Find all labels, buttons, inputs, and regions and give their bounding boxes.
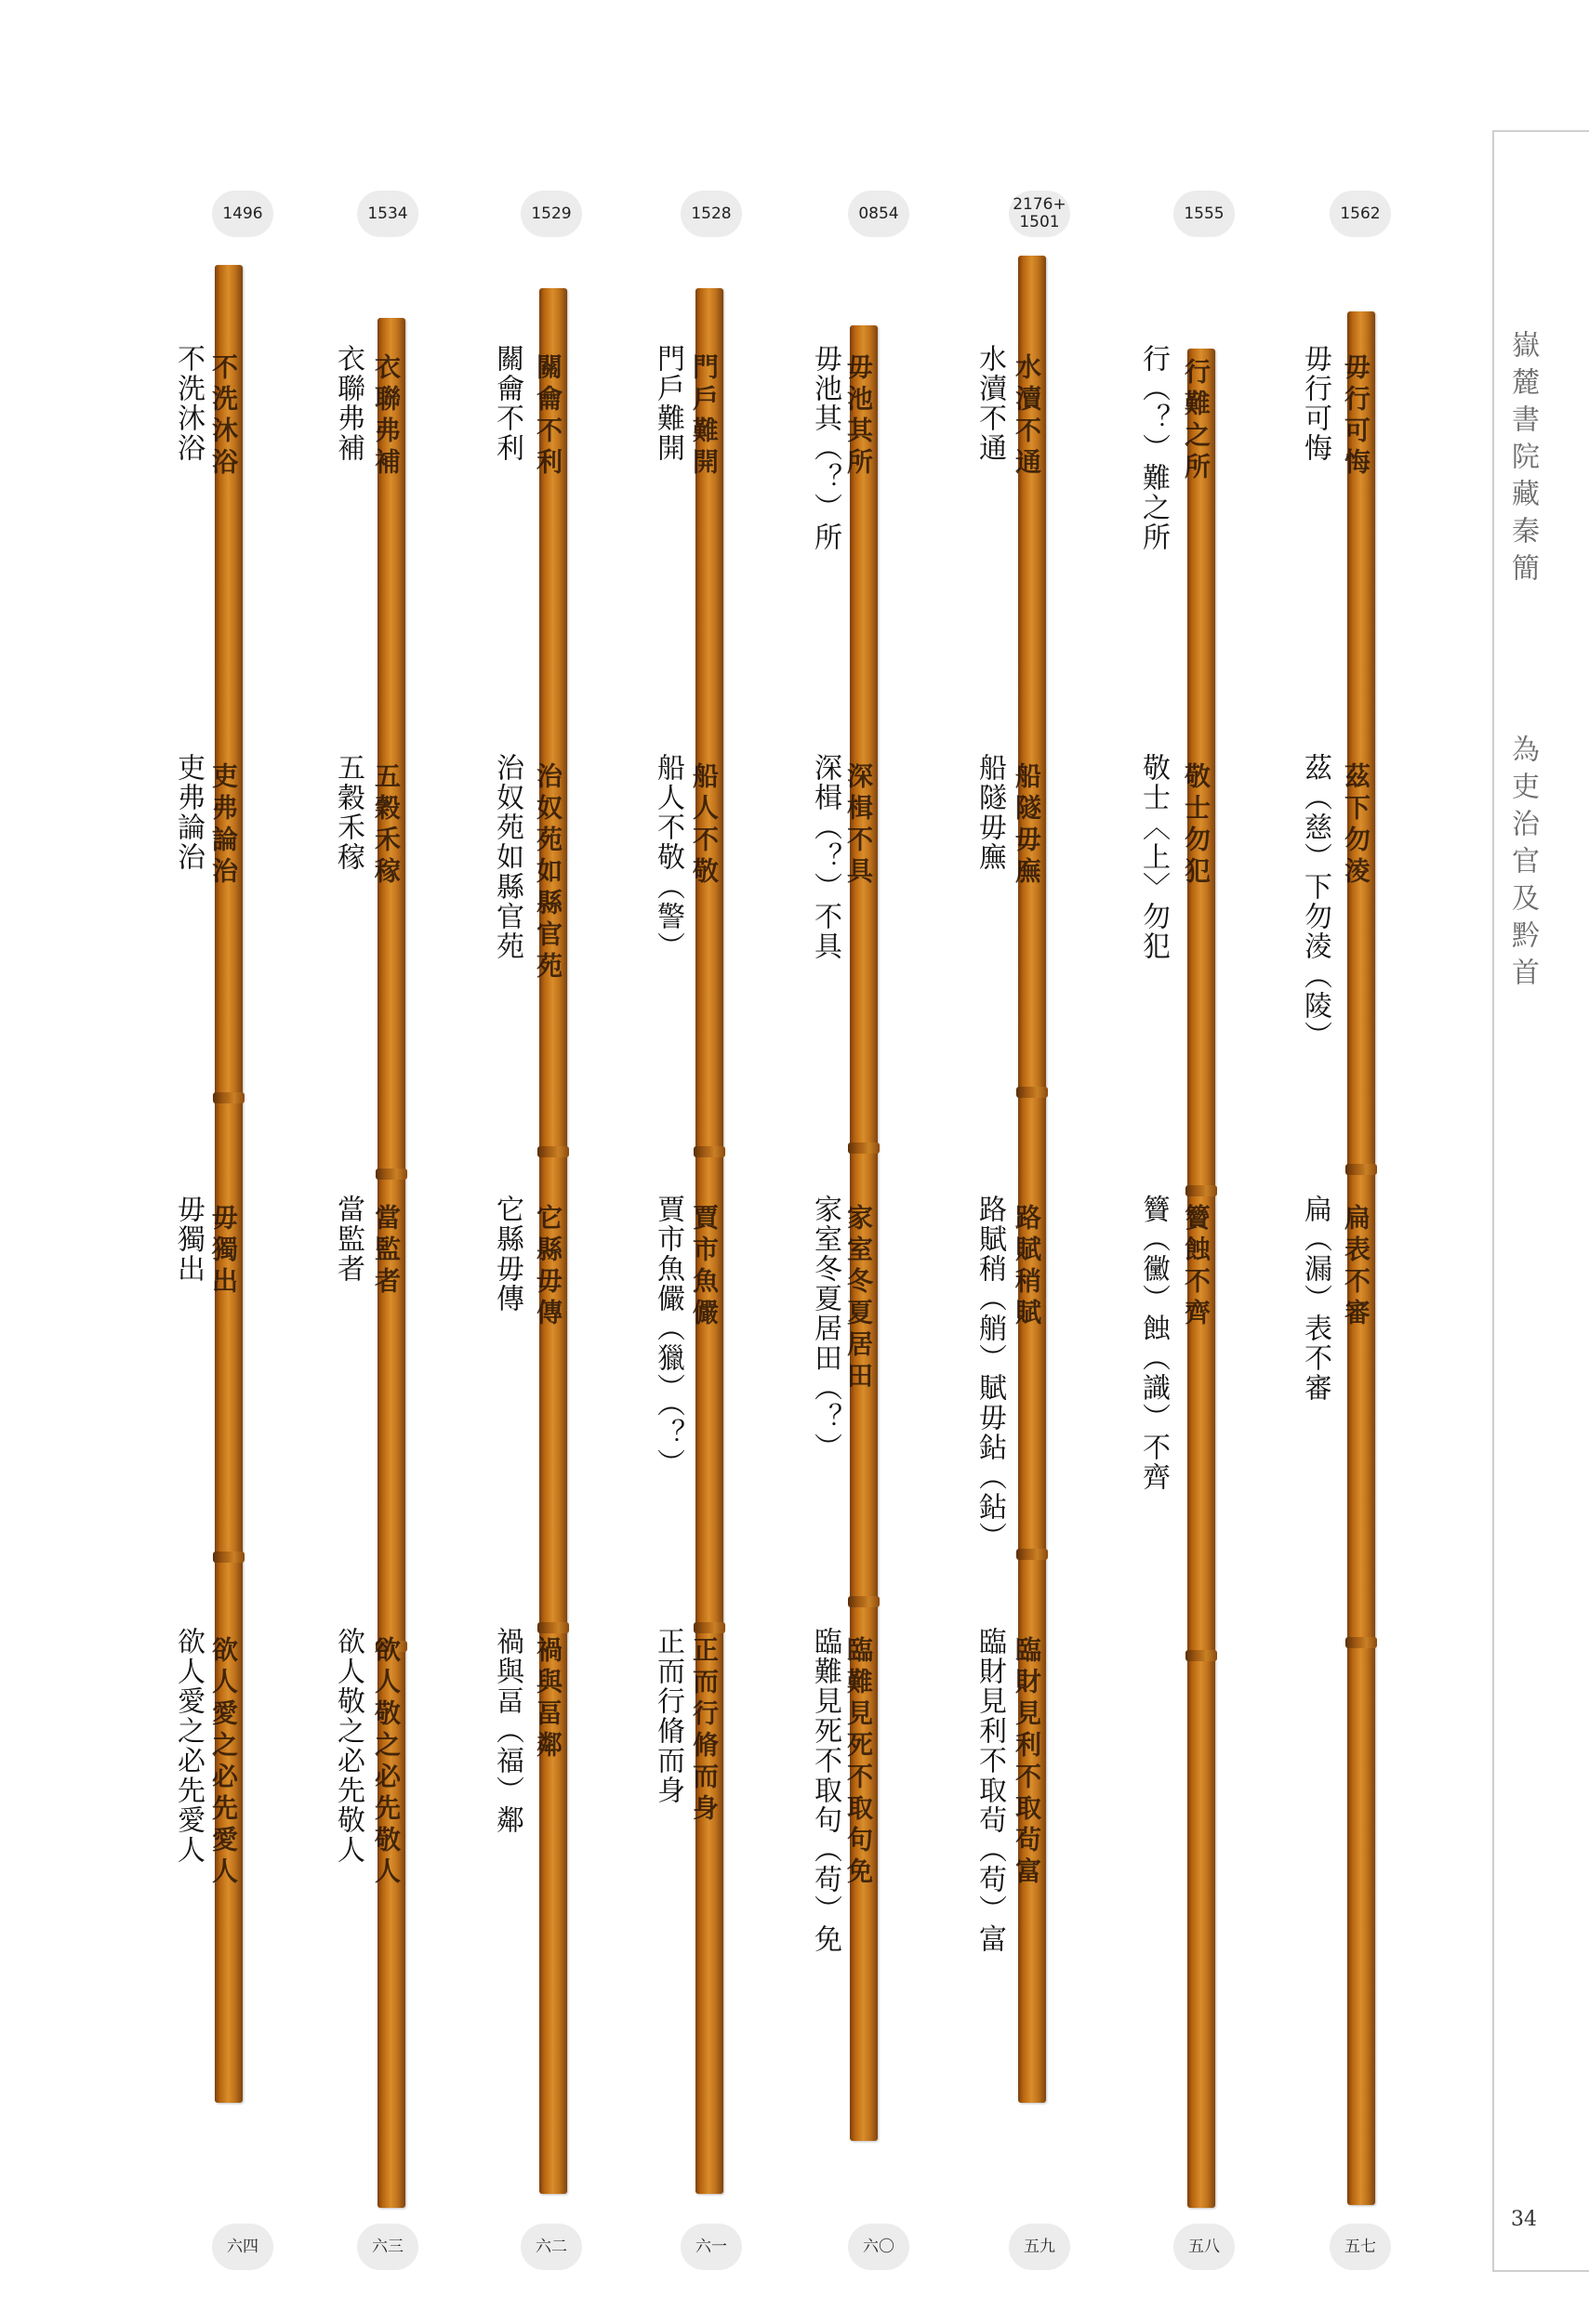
bamboo-slip xyxy=(843,325,878,2141)
slip-transcription: 扁（漏）表不審 xyxy=(1299,1195,1331,1403)
slip-transcription: 深楫（？）不具 xyxy=(809,753,841,961)
slip-transcription: 當監者 xyxy=(332,1195,364,1284)
slip-ink-text: 茲下勿淩 xyxy=(1341,762,1371,889)
slip-serial-number: 六二 xyxy=(521,2224,582,2270)
slip-ink-text: 不洗沐浴 xyxy=(208,353,239,480)
slip-catalog-id: 1529 xyxy=(521,191,582,237)
slip-ink-text: 水瀆不通 xyxy=(1012,353,1042,480)
slip-serial-number: 六一 xyxy=(681,2224,742,2270)
slip-transcription: 欲人敬之必先敬人 xyxy=(332,1627,364,1865)
slip-transcription: 茲（慈）下勿淩（陵） xyxy=(1299,753,1331,1050)
slip-serial-number: 五八 xyxy=(1173,2224,1235,2270)
slip-transcription: 船人不敬（警） xyxy=(652,753,684,961)
bamboo-node xyxy=(213,1092,245,1103)
slip-catalog-id: 1528 xyxy=(681,191,742,237)
slip-ink-text: 扁表不審 xyxy=(1341,1204,1371,1330)
slip-ink-text: 路賦稍賦 xyxy=(1012,1204,1042,1330)
bamboo-node xyxy=(848,1596,880,1607)
slip-ink-text: 吏弗論治 xyxy=(208,762,239,889)
slip-transcription: 衣聯弗補 xyxy=(332,344,364,463)
slip-ink-text: 行難之所 xyxy=(1181,358,1212,484)
slip-transcription: 毋池其（？）所 xyxy=(809,344,841,552)
bamboo-node xyxy=(537,1622,569,1633)
slip-serial-number: 五七 xyxy=(1330,2224,1391,2270)
slip-transcription: 禍與畐（福）鄰 xyxy=(491,1627,523,1835)
slip-transcription: 門戶難開 xyxy=(652,344,684,463)
slip-ink-text: 臨難見死不取句免 xyxy=(843,1636,874,1889)
slip-ink-text: 欲人敬之必先敬人 xyxy=(371,1636,402,1889)
slip-transcription: 籫（黴）蝕（識）不齊 xyxy=(1137,1195,1170,1492)
bamboo-node xyxy=(1016,1549,1048,1560)
bamboo-slip xyxy=(533,288,567,2194)
page-number: 34 xyxy=(1511,2208,1537,2231)
slip-ink-text: 船隧毋廡 xyxy=(1012,762,1042,889)
slip-transcription: 不洗沐浴 xyxy=(172,344,205,463)
bamboo-node xyxy=(213,1552,245,1563)
slip-transcription: 它縣毋傳 xyxy=(491,1195,523,1314)
slip-catalog-id: 0854 xyxy=(848,191,909,237)
slip-serial-number: 六三 xyxy=(357,2224,418,2270)
slip-transcription: 路賦稍（艄）賦毋鉆（鉆） xyxy=(973,1195,1006,1552)
bamboo-node xyxy=(1185,1185,1217,1196)
slip-transcription: 治奴苑如縣官苑 xyxy=(491,753,523,961)
slip-ink-text: 當監者 xyxy=(371,1204,402,1299)
slip-transcription: 吏弗論治 xyxy=(172,753,205,872)
slip-ink-text: 禍與畐鄰 xyxy=(533,1636,563,1763)
slip-ink-text: 五穀禾稼 xyxy=(371,762,402,889)
chapter-title: 為吏治官及黔首 xyxy=(1506,734,1539,995)
slip-transcription: 行（？）難之所 xyxy=(1137,344,1170,552)
slip-ink-text: 關龠不利 xyxy=(533,353,563,480)
slip-transcription: 正而行脩而身 xyxy=(652,1627,684,1805)
slip-transcription: 五穀禾稼 xyxy=(332,753,364,872)
slip-ink-text: 它縣毋傳 xyxy=(533,1204,563,1330)
slip-transcription: 毋獨出 xyxy=(172,1195,205,1284)
slip-serial-number: 五九 xyxy=(1009,2224,1070,2270)
slip-ink-text: 門戶難開 xyxy=(689,353,720,480)
bamboo-node xyxy=(1185,1650,1217,1661)
slip-transcription: 家室冬夏居田（？） xyxy=(809,1195,841,1462)
slip-transcription: 水瀆不通 xyxy=(973,344,1006,463)
slip-ink-text: 賈市魚儼 xyxy=(689,1204,720,1330)
slip-transcription: 臨財見利不取茍（苟）富 xyxy=(973,1627,1006,1954)
bamboo-slip xyxy=(1012,256,1046,2103)
bamboo-node xyxy=(1345,1637,1377,1648)
bamboo-node xyxy=(1345,1164,1377,1175)
bamboo-slip xyxy=(208,265,243,2103)
slip-transcription: 關龠不利 xyxy=(491,344,523,463)
slip-ink-text: 臨財見利不取茍富 xyxy=(1012,1636,1042,1889)
slip-ink-text: 毋獨出 xyxy=(208,1204,239,1299)
slip-catalog-id: 2176+ 1501 xyxy=(1009,191,1070,237)
slip-serial-number: 六〇 xyxy=(848,2224,909,2270)
slip-ink-text: 籫蝕不齊 xyxy=(1181,1204,1212,1330)
slip-ink-text: 毋行可悔 xyxy=(1341,353,1371,480)
slip-ink-text: 治奴苑如縣官苑 xyxy=(533,762,563,984)
bamboo-node xyxy=(848,1142,880,1154)
slip-ink-text: 敬士勿犯 xyxy=(1181,762,1212,889)
slip-transcription: 毋行可悔 xyxy=(1299,344,1331,463)
bamboo-node xyxy=(376,1169,407,1180)
slip-ink-text: 衣聯弗補 xyxy=(371,353,402,480)
bamboo-node xyxy=(1016,1087,1048,1098)
book-title: 嶽麓書院藏秦簡 xyxy=(1506,330,1539,590)
slip-ink-text: 家室冬夏居田 xyxy=(843,1204,874,1393)
slip-ink-text: 欲人愛之必先愛人 xyxy=(208,1636,239,1889)
bamboo-node xyxy=(694,1146,725,1157)
slip-transcription: 敬士〈上〉勿犯 xyxy=(1137,753,1170,961)
slip-transcription: 賈市魚儼（獵）（？） xyxy=(652,1195,684,1478)
slip-ink-text: 深楫不具 xyxy=(843,762,874,889)
bamboo-node xyxy=(694,1622,725,1633)
slip-transcription: 臨難見死不取句（苟）免 xyxy=(809,1627,841,1954)
bamboo-slip xyxy=(1181,349,1215,2208)
bamboo-slip xyxy=(1341,311,1375,2205)
slip-ink-text: 船人不敬 xyxy=(689,762,720,889)
slip-catalog-id: 1555 xyxy=(1173,191,1235,237)
bamboo-node xyxy=(537,1146,569,1157)
slip-transcription: 欲人愛之必先愛人 xyxy=(172,1627,205,1865)
slip-ink-text: 毋池其所 xyxy=(843,353,874,480)
slip-ink-text: 正而行脩而身 xyxy=(689,1636,720,1826)
bamboo-slip xyxy=(689,288,723,2194)
slip-catalog-id: 1562 xyxy=(1330,191,1391,237)
bamboo-slip xyxy=(371,318,405,2208)
slip-catalog-id: 1534 xyxy=(357,191,418,237)
slip-serial-number: 六四 xyxy=(212,2224,273,2270)
slip-catalog-id: 1496 xyxy=(212,191,273,237)
slip-transcription: 船隧毋廡 xyxy=(973,753,1006,872)
